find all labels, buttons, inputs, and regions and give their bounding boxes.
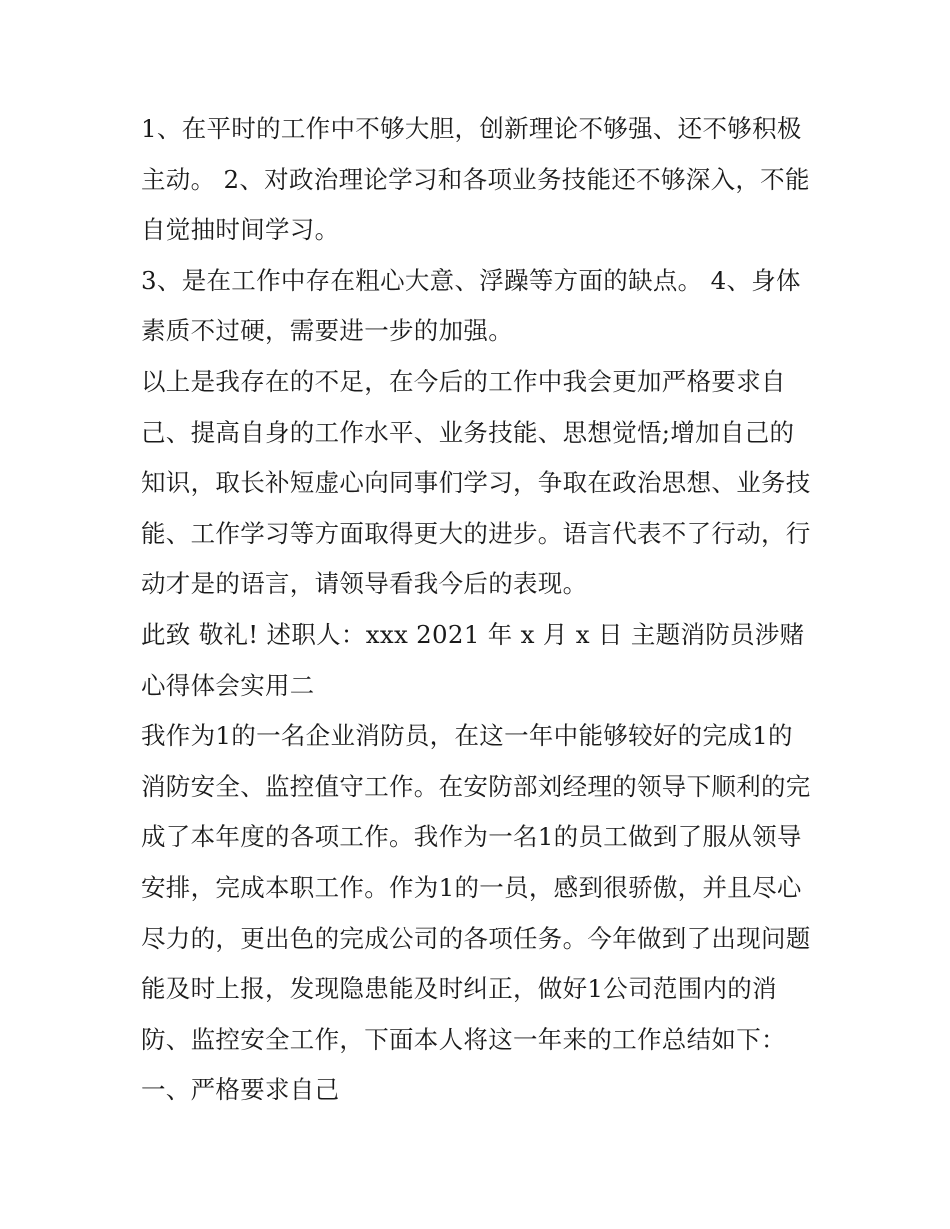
section-heading-strict-requirements: 一、严格要求自己 (141, 1075, 340, 1105)
paragraph-closing-signature: 此致 敬礼! 述职人：xxx 2021 年 x 月 x 日 主题消防员涉赌心得体会实用二 (141, 619, 805, 700)
paragraph-improvement-plan: 以上是我存在的不足，在今后的工作中我会更加严格要求自己、提高自身的工作水平、业务技能、思想觉悟;增加自己的知识，取长补短虚心向同事们学习，争取在政治思想、业务技能、工作学习等方面取得更大的进步。语言代表不了行动，行动才是的语言，请领导看我今后的表现。 (141, 366, 811, 599)
document-body (141, 104, 816, 1116)
paragraph-shortcomings-1-2: 1、在平时的工作中不够大胆，创新理论不够强、还不够积极主动。 2、对政治理论学习和各项业务技能还不够深入，不能自觉抽时间学习。 (141, 114, 810, 245)
paragraph-firefighter-summary: 我作为1的一名企业消防员，在这一年中能够较好的完成1的消防安全、监控值守工作。在安防部刘经理的领导下顺利的完成了本年度的各项工作。我作为一名1的员工做到了服从领导安排，完成本职工作。作为1的一员，感到很骄傲，并且尽心尽力的，更出色的完成公司的各项任务。今年做到了出现问题能及时上报，发现隐患能及时纠正，做好1公司范围内的消防、监控安全工作，下面本人将这一年来的工作总结如下： (141, 721, 811, 1054)
paragraph-shortcomings-3-4: 3、是在工作中存在粗心大意、浮躁等方面的缺点。 4、身体素质不过硬，需要进一步的加强。 (141, 265, 801, 346)
